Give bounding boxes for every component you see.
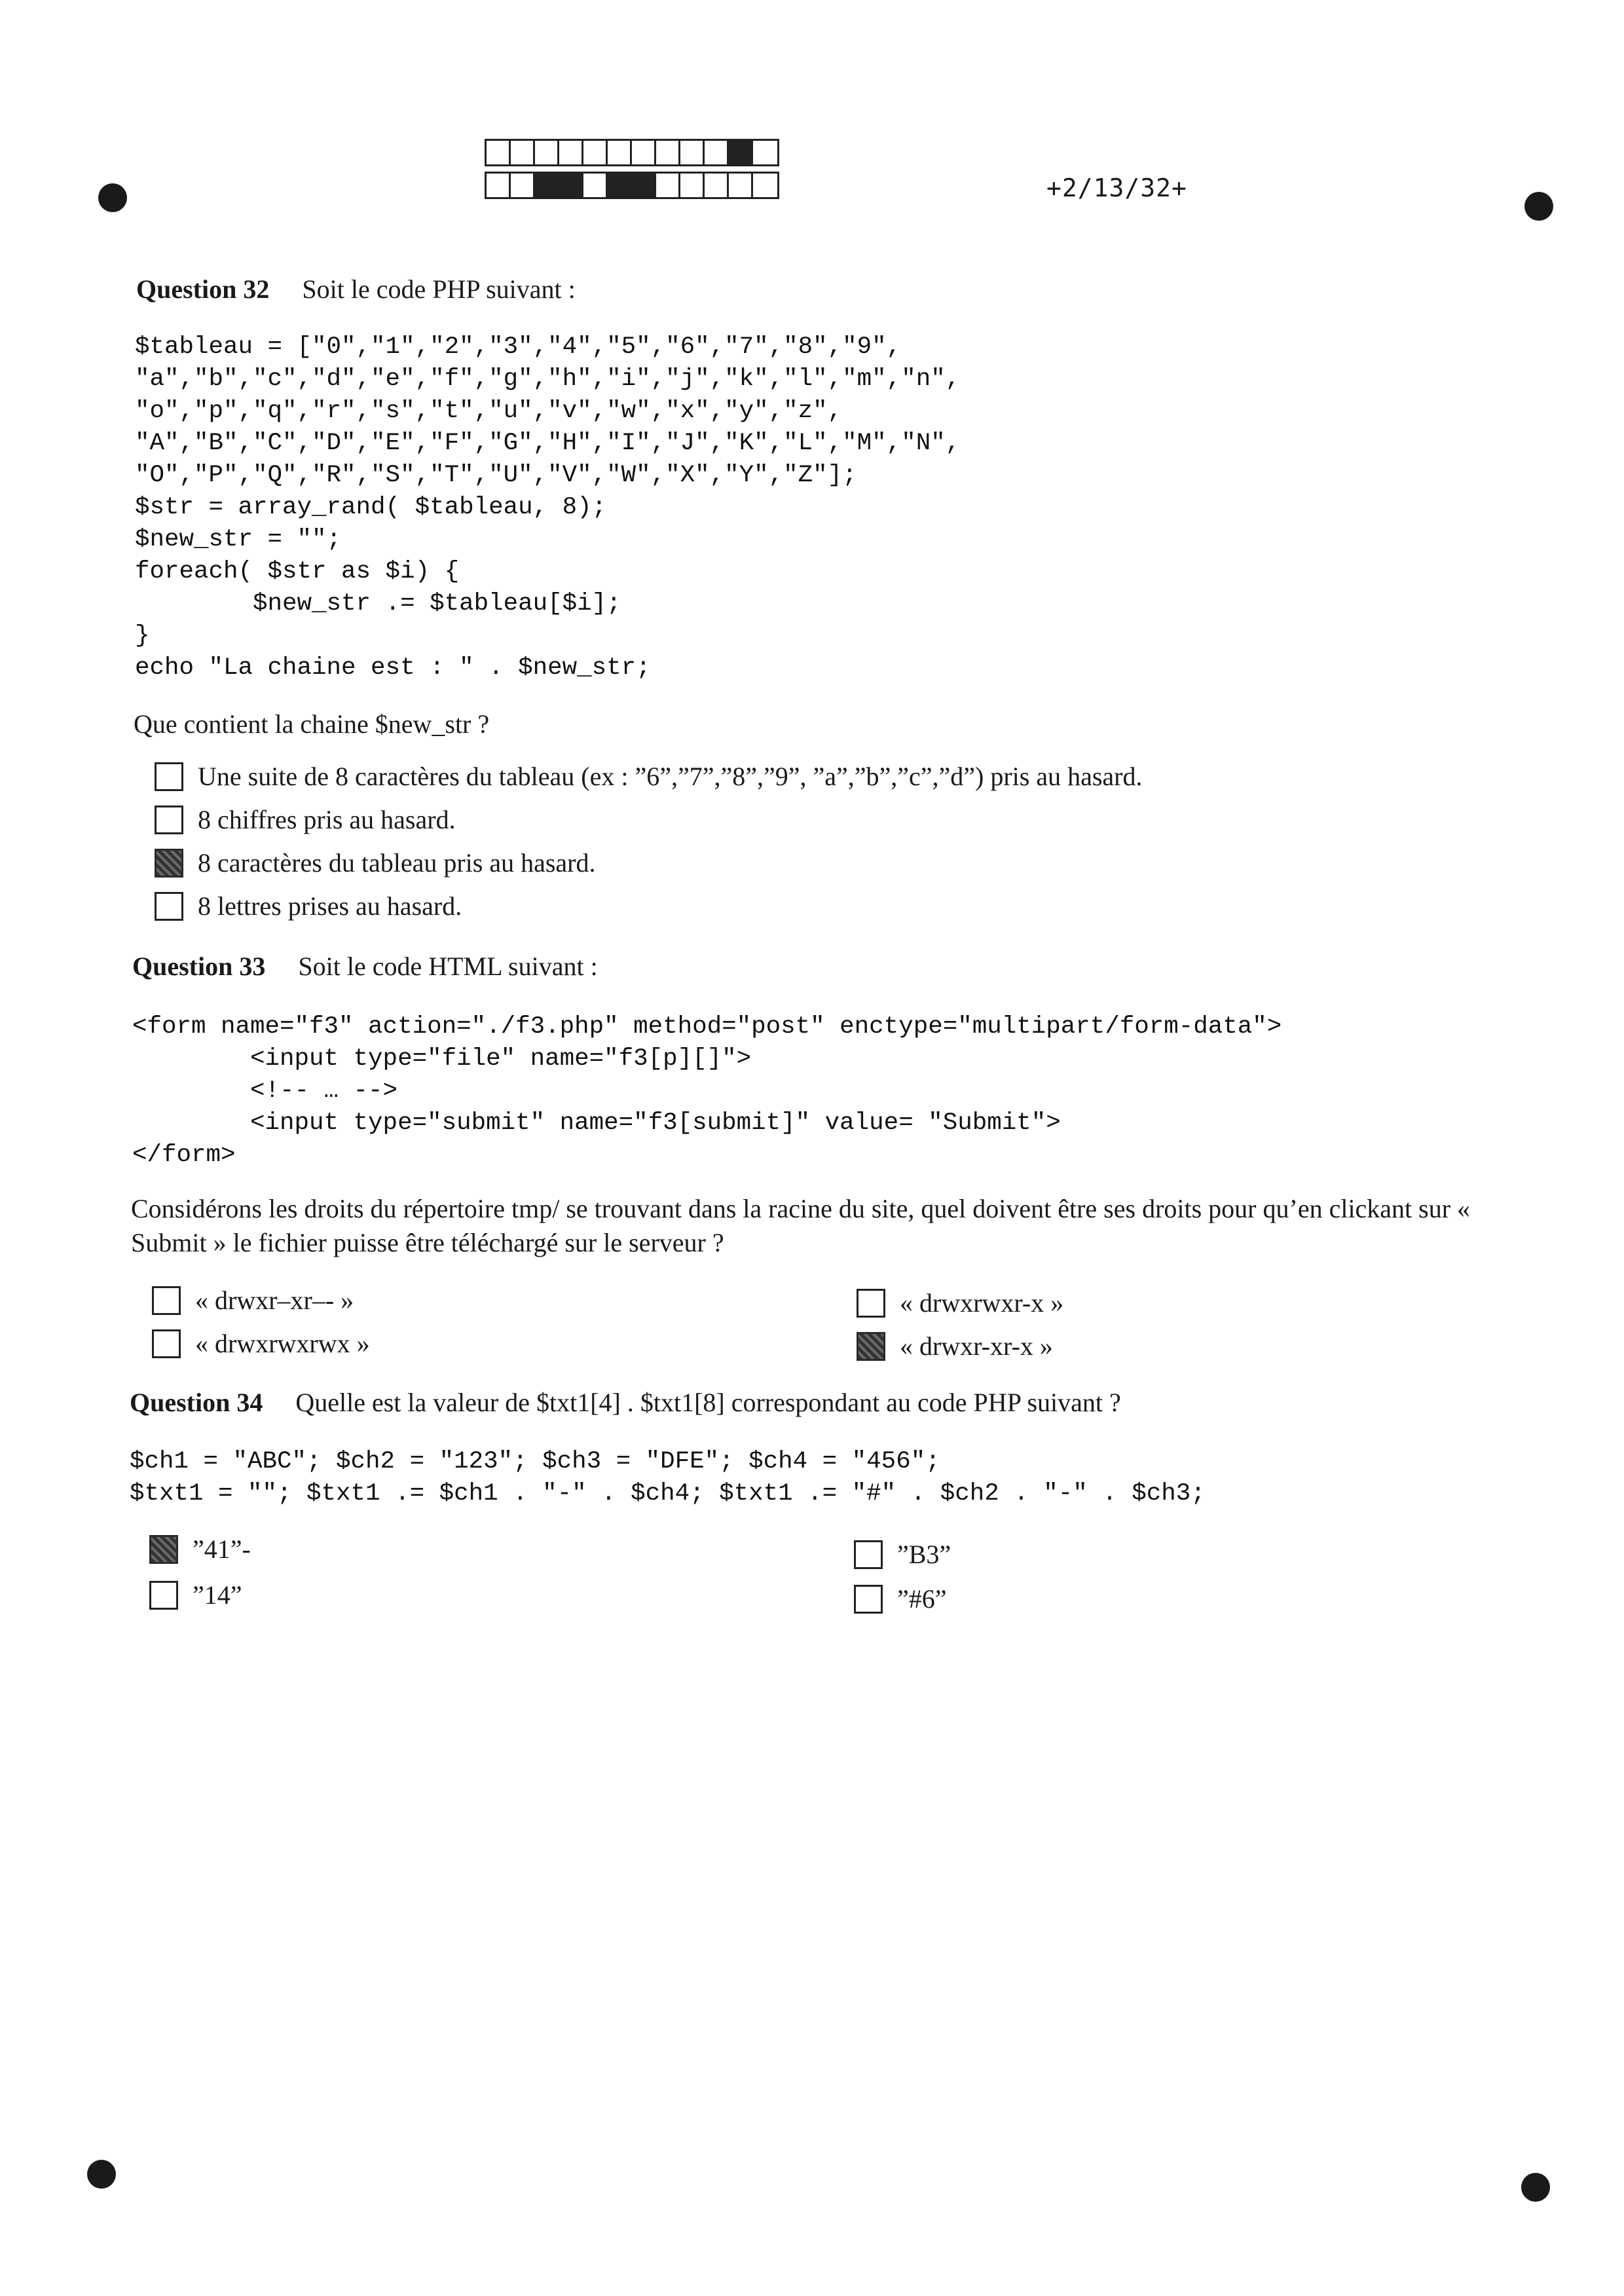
answer-option[interactable] xyxy=(854,1583,947,1614)
grid-cell xyxy=(608,174,632,197)
question-32-header xyxy=(136,274,576,305)
checkbox[interactable] xyxy=(854,1540,883,1569)
grid-cell xyxy=(632,174,656,197)
grid-cell xyxy=(729,174,753,197)
registration-mark-bottom-left xyxy=(87,2160,116,2189)
question-title: Quelle est la valeur de $txt1[4] . $txt1[8] correspondant au code PHP suivant ? xyxy=(295,1388,1121,1417)
registration-mark-top-right xyxy=(1524,192,1553,221)
grid-cell xyxy=(705,141,729,164)
grid-cell xyxy=(511,174,535,197)
question-title: Soit le code HTML suivant : xyxy=(298,952,598,981)
answer-option[interactable] xyxy=(155,804,456,835)
checkbox-checked[interactable] xyxy=(149,1535,178,1564)
option-label: Une suite de 8 caractères du tableau (ex : ”6”,”7”,”8”,”9”, ”a”,”b”,”c”,”d”) pris au hasard. xyxy=(198,762,1143,791)
grid-cell xyxy=(583,174,608,197)
option-label: ”41”- xyxy=(193,1534,251,1564)
answer-option[interactable] xyxy=(149,1534,251,1565)
grid-cell xyxy=(487,174,511,197)
option-label: « drwxr–xr–- » xyxy=(195,1286,354,1315)
php-code-block: $ch1 = "ABC"; $ch2 = "123"; $ch3 = "DFE"; $ch4 = "456"; $txt1 = ""; $txt1 .= $ch1 . "-" . $ch4; $txt1 .= "#" . $ch2 . "-" . $ch3; xyxy=(130,1448,1206,1508)
question-number: Question 34 xyxy=(130,1388,263,1417)
php-code-block: $tableau = ["0","1","2","3","4","5","6","7","8","9", "a","b","c","d","e","f","g","h","i","j","k","l","m","n", "o","p","q","r","s","t","u","v","w","x","y","z", "A","B","C","D","E","F","G","H","I","J","K","L","M","N", "O","P","Q","R","S","T","U","V","W","X","Y","Z"]; $str = array_rand( $tableau, 8); $new_str = ""; foreach( $str as $i) { $new_str .= $tableau[$i]; } echo "La chaine est : " . $new_str; xyxy=(135,333,961,682)
checkbox[interactable] xyxy=(857,1289,885,1318)
answer-option[interactable] xyxy=(155,761,1143,792)
grid-cell xyxy=(535,141,559,164)
question-number: Question 32 xyxy=(136,274,270,304)
page-identifier: +2/13/32+ xyxy=(1046,174,1187,202)
option-label: 8 lettres prises au hasard. xyxy=(198,891,462,921)
grid-cell xyxy=(608,141,632,164)
grid-cell xyxy=(753,174,777,197)
grid-cell xyxy=(535,174,559,197)
registration-mark-bottom-right xyxy=(1521,2173,1550,2202)
html-code-block: <form name="f3" action="./f3.php" method="post" enctype="multipart/form-data"> <input type="file" name="f3[p][]"> <!-- … --> <input type="submit" name="f3[submit]" value= "Submit"> </form> xyxy=(132,1013,1282,1169)
id-code-grid-bottom xyxy=(485,172,779,199)
grid-cell xyxy=(680,174,705,197)
registration-mark-top-left xyxy=(98,183,127,212)
answer-option[interactable] xyxy=(152,1285,354,1316)
grid-cell xyxy=(487,141,511,164)
question-title: Soit le code PHP suivant : xyxy=(302,274,576,304)
option-label: ”B3” xyxy=(897,1540,951,1569)
question-34-header xyxy=(130,1387,1121,1418)
checkbox[interactable] xyxy=(152,1286,181,1315)
answer-option[interactable] xyxy=(854,1539,951,1570)
question-33-header xyxy=(132,951,598,982)
grid-cell xyxy=(729,141,753,164)
checkbox[interactable] xyxy=(155,805,183,834)
grid-cell xyxy=(680,141,705,164)
answer-option[interactable] xyxy=(155,891,462,921)
grid-cell xyxy=(656,141,680,164)
option-label: ”14” xyxy=(193,1580,242,1610)
checkbox[interactable] xyxy=(155,892,183,921)
checkbox[interactable] xyxy=(854,1585,883,1614)
grid-cell xyxy=(632,141,656,164)
option-label: « drwxrwxrwx » xyxy=(195,1329,370,1358)
checkbox[interactable] xyxy=(152,1329,181,1358)
answer-option[interactable] xyxy=(857,1287,1063,1318)
option-label: 8 chiffres pris au hasard. xyxy=(198,805,456,834)
option-label: « drwxr-xr-x » xyxy=(900,1331,1053,1361)
grid-cell xyxy=(511,141,535,164)
grid-cell xyxy=(753,141,777,164)
question-number: Question 33 xyxy=(132,952,266,981)
option-label: ”#6” xyxy=(897,1584,947,1614)
checkbox[interactable] xyxy=(155,762,183,791)
id-code-grid-top xyxy=(485,139,779,166)
grid-cell xyxy=(559,141,583,164)
option-label: « drwxrwxr-x » xyxy=(900,1288,1064,1318)
checkbox[interactable] xyxy=(149,1581,178,1610)
checkbox-checked[interactable] xyxy=(857,1332,885,1361)
answer-option[interactable] xyxy=(149,1580,242,1610)
answer-option[interactable] xyxy=(155,847,595,878)
grid-cell xyxy=(583,141,608,164)
question-prompt: Considérons les droits du répertoire tmp/ se trouvant dans la racine du site, quel doivent être ses droits pour qu’en clickant sur « Submit » le fichier puisse être téléchargé sur le serveur ? xyxy=(131,1194,1471,1257)
question-prompt: Que contient la chaine $new_str ? xyxy=(134,709,490,739)
grid-cell xyxy=(705,174,729,197)
answer-option[interactable] xyxy=(857,1331,1053,1361)
grid-cell xyxy=(559,174,583,197)
checkbox-checked[interactable] xyxy=(155,849,183,878)
grid-cell xyxy=(656,174,680,197)
answer-option[interactable] xyxy=(152,1328,370,1359)
option-label: 8 caractères du tableau pris au hasard. xyxy=(198,848,596,878)
